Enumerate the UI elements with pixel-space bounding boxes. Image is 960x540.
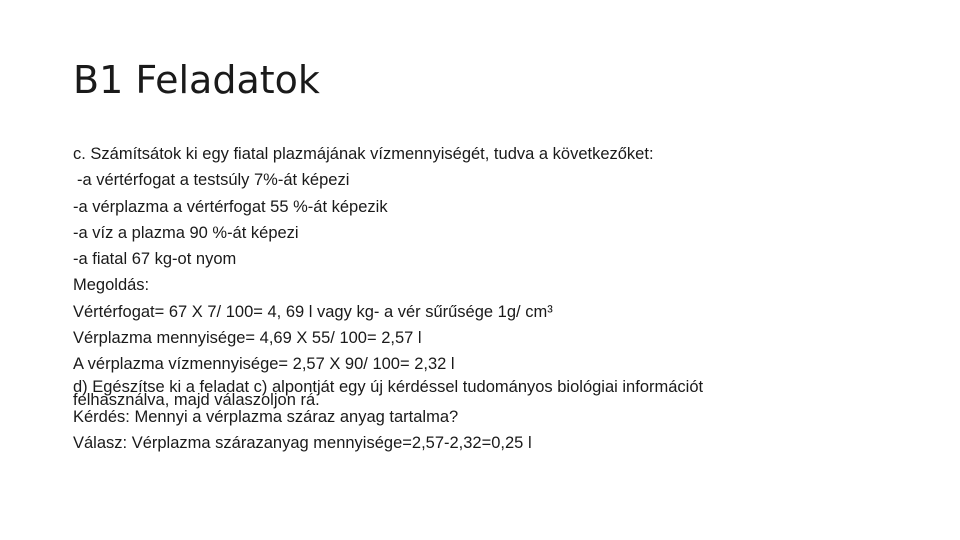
condition-blood-volume: -a vértérfogat a testsúly 7%-át képezi: [77, 171, 350, 190]
question-line: Kérdés: Mennyi a vérplazma száraz anyag tartalma?: [73, 407, 459, 426]
slide-title: B1 Feladatok: [73, 58, 320, 102]
slide-body: [73, 141, 913, 457]
solution-plasma-water: A vérplazma vízmennyisége= 2,57 X 90/ 100= 2,32 l: [73, 355, 455, 374]
task-c-intro: c. Számítsátok ki egy fiatal plazmájának vízmennyiségét, tudva a következőket:: [73, 145, 654, 163]
condition-plasma-share: -a vérplazma a vértérfogat 55 %-át képezik: [73, 197, 388, 216]
answer-line: Válasz: Vérplazma szárazanyag mennyisége=2,57-2,32=0,25 l: [73, 434, 532, 453]
solution-plasma-volume: Vérplazma mennyisége= 4,69 X 55/ 100= 2,57 l: [73, 329, 422, 348]
condition-water-share: -a víz a plazma 90 %-át képezi: [73, 223, 299, 242]
solution-heading: Megoldás:: [73, 276, 150, 295]
solution-blood-volume: Vértérfogat= 67 X 7/ 100= 4, 69 l vagy kg- a vér sűrűsége 1g/ cm³: [73, 302, 553, 321]
task-d-line-1: d) Egészítse ki a feladat c) alpontját egy új kérdéssel tudományos biológiai információt: [73, 377, 704, 396]
task-d-line-2: felhasználva, majd válaszoljon rá.: [73, 390, 320, 409]
condition-body-weight: -a fiatal 67 kg-ot nyom: [73, 250, 237, 269]
task-d: [73, 377, 913, 409]
